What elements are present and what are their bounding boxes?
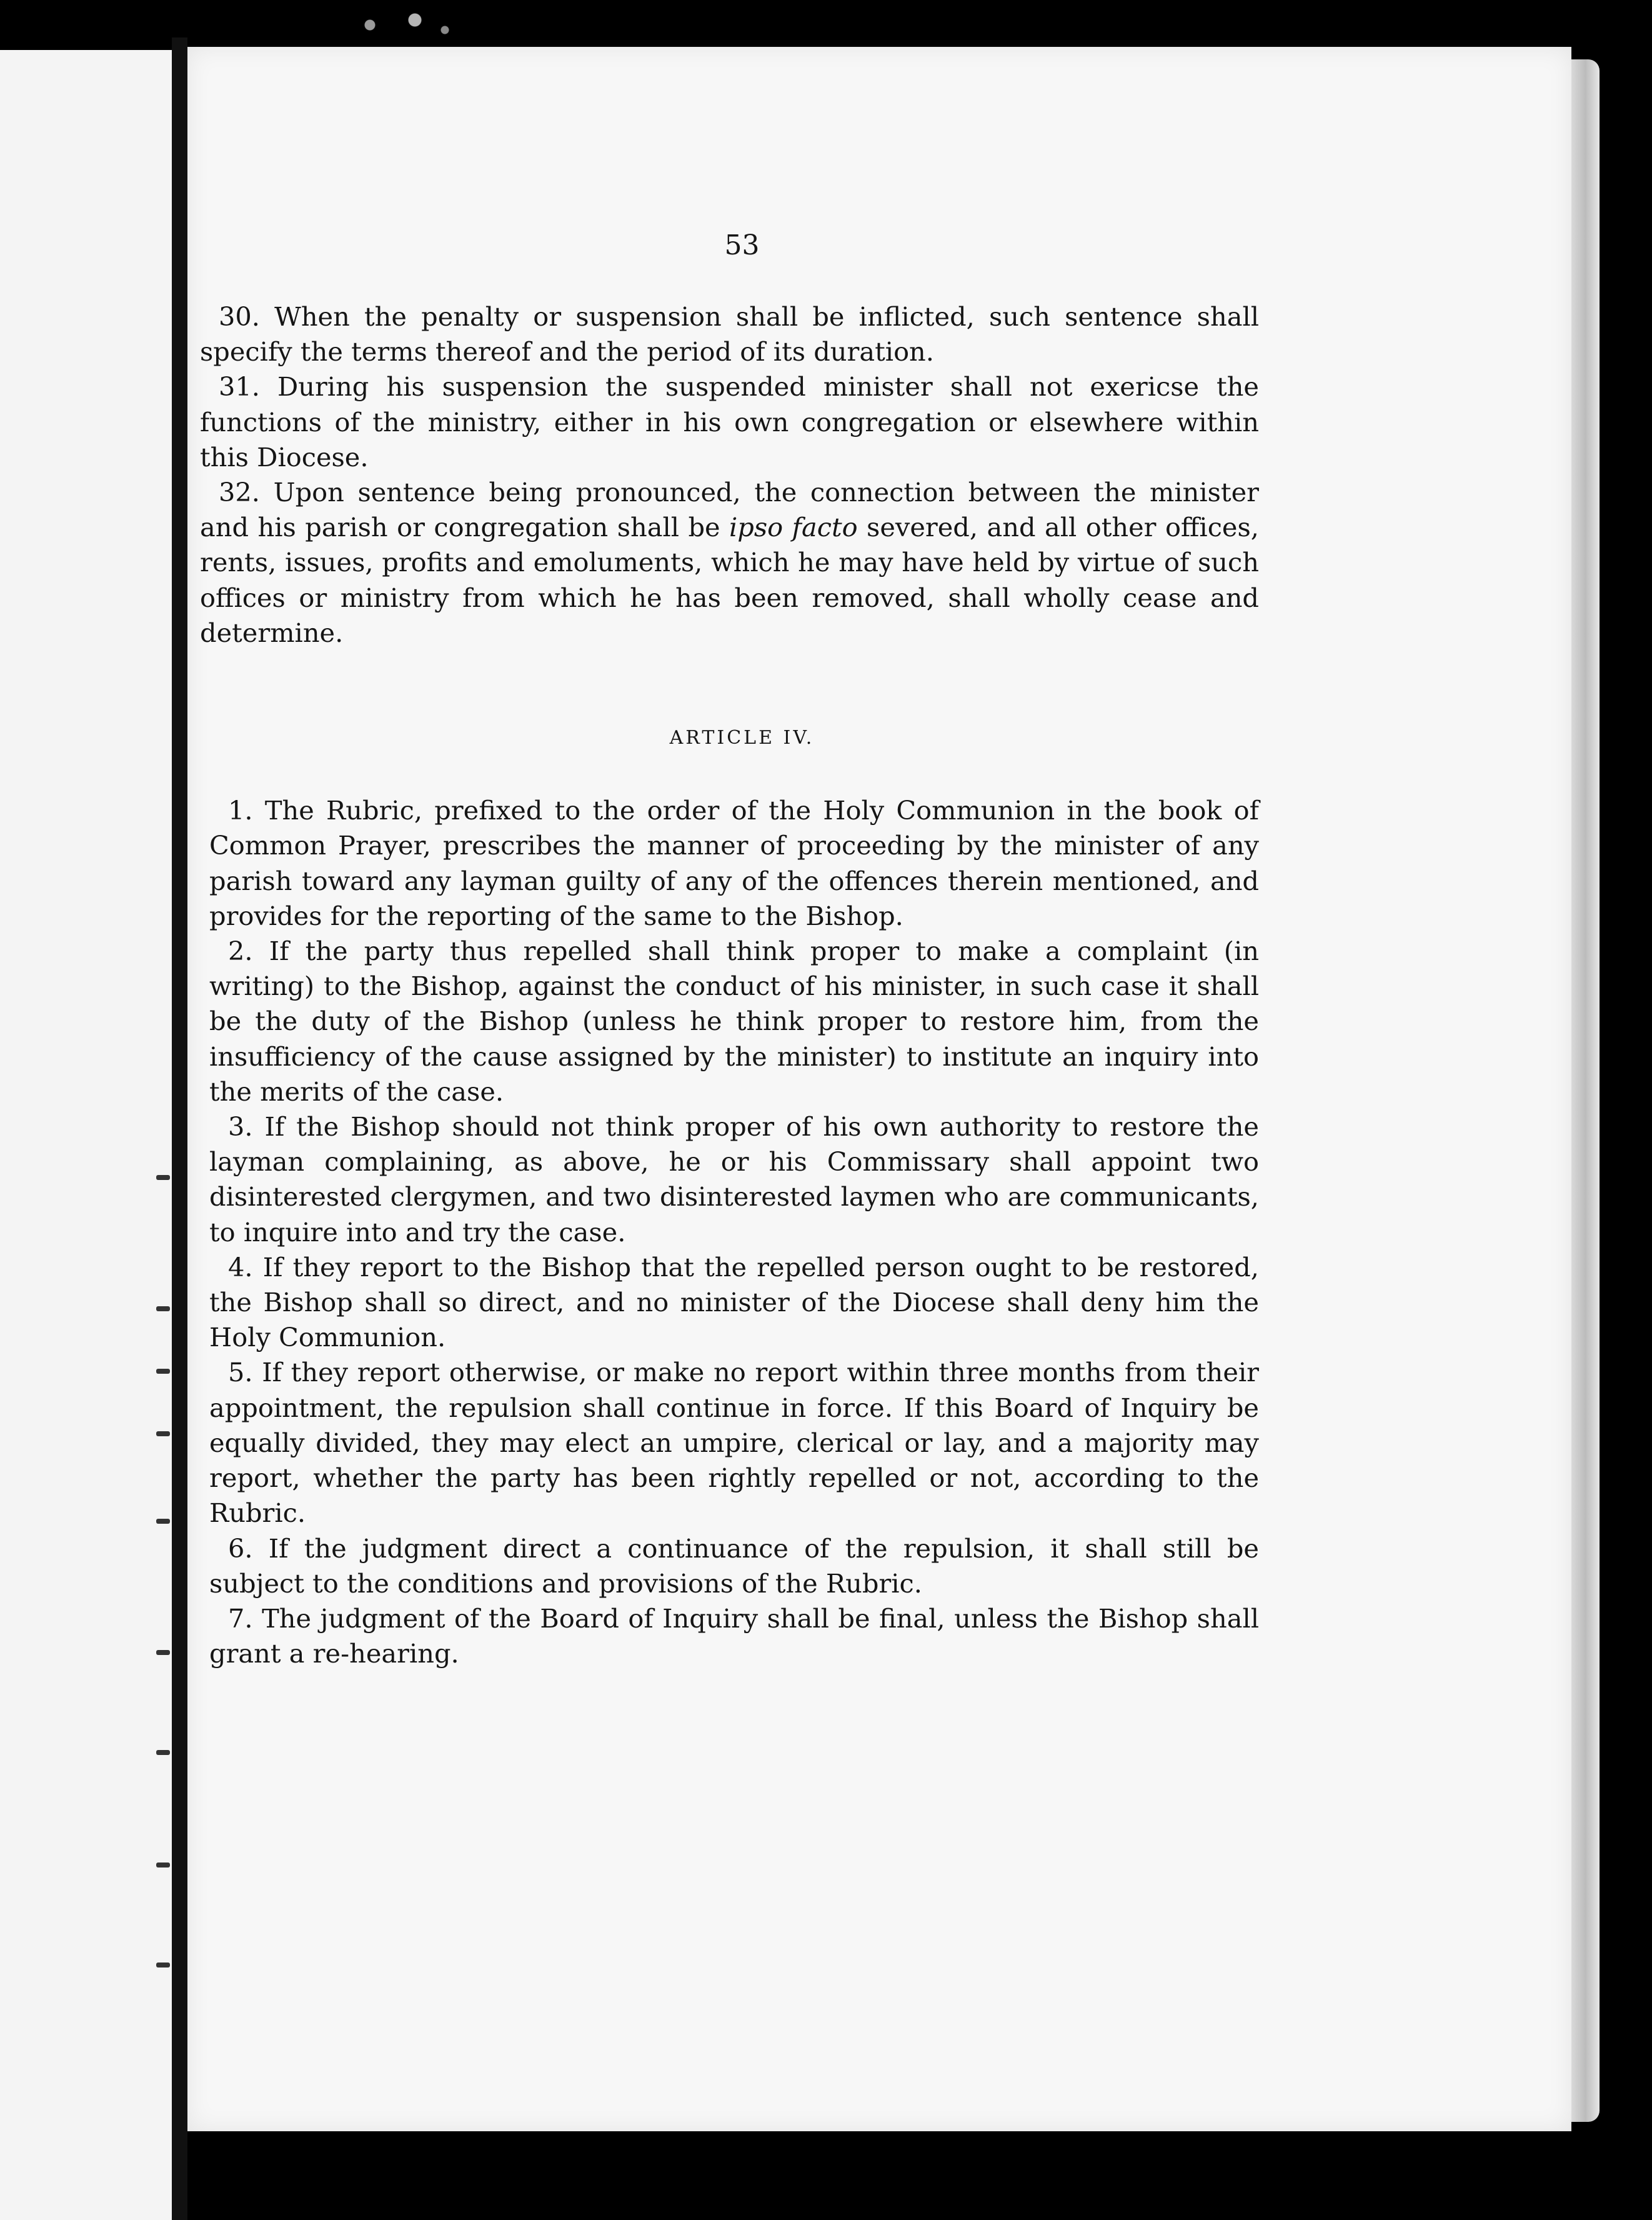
paragraph-text: When the penalty or suspension shall be inflicted, such sentence shall specify the terms thereof and the period of its duration.	[200, 301, 1259, 368]
paragraph-30	[200, 299, 1259, 369]
paragraph-number: 6.	[228, 1532, 253, 1564]
adjacent-page-mark	[156, 1175, 170, 1180]
paragraph-number: 7.	[228, 1602, 253, 1634]
adjacent-page-mark	[156, 1431, 170, 1436]
paragraph-text: The Rubric, prefixed to the order of the Holy Communion in the book of Common Prayer, prescribes the manner of proceeding by the minister of any parish toward any layman guilty of any of the offences therein mentioned, and provides for the reporting of the same to the Bishop.	[209, 795, 1259, 931]
paragraph-text: If they report otherwise, or make no report within three months from their appointment, the repulsion shall continue in force. If this Board of Inquiry be equally divided, they may elect an umpire, clerical or lay, and a majority may report, whether the party has been rightly repelled or not, according to the Rubric.	[209, 1357, 1259, 1529]
paragraph-text: During his suspension the suspended minister shall not exericse the functions of the ministry, either in his own congregation or elsewhere within this Diocese.	[200, 371, 1259, 472]
article-paragraph-1	[209, 793, 1259, 934]
article-paragraph-7	[209, 1601, 1259, 1671]
paragraph-number: 2.	[228, 936, 253, 967]
adjacent-page-mark	[156, 1306, 170, 1311]
scan-specks	[325, 0, 475, 50]
article-heading: ARTICLE IV.	[669, 727, 815, 749]
paragraph-text: If the party thus repelled shall think proper to make a complaint (in writing) to the Bishop, against the conduct of his minister, in such case it shall be the duty of the Bishop (unless he think proper to restore him, from the insufficiency of the cause assigned by the minister) to institute an inquiry into the merits of the case.	[209, 936, 1259, 1107]
paragraph-number: 3.	[228, 1111, 253, 1142]
page-text	[200, 228, 1259, 1671]
paragraph-number: 1.	[228, 795, 253, 826]
adjacent-page-mark	[156, 1650, 170, 1655]
adjacent-page-mark	[156, 1862, 170, 1868]
article-body	[200, 793, 1259, 1671]
paragraph-31	[200, 369, 1259, 475]
adjacent-page-mark	[156, 1369, 170, 1374]
page-number: 53	[724, 229, 760, 261]
adjacent-page-mark	[156, 1519, 170, 1524]
book-gutter	[172, 38, 187, 2220]
article-paragraph-4	[209, 1250, 1259, 1356]
paragraph-text: If the Bishop should not think proper of his own authority to restore the layman complaining, as above, he or his Commissary shall appoint two disinterested clergymen, and two disinterested laymen who are communicants, to inquire into and try the case.	[209, 1111, 1259, 1248]
paragraph-number: 5.	[228, 1357, 253, 1388]
paragraph-number: 32.	[219, 477, 260, 508]
paragraph-text: If the judgment direct a continuance of the repulsion, it shall still be subject to the conditions and provisions of the Rubric.	[209, 1532, 1259, 1599]
adjacent-page-mark	[156, 1750, 170, 1755]
paragraph-text: If they report to the Bishop that the repelled person ought to be restored, the Bishop shall so direct, and no minister of the Diocese shall deny him the Holy Communion.	[209, 1251, 1259, 1353]
italic-phrase: ipso facto	[729, 512, 858, 543]
page-edge	[1571, 59, 1600, 2122]
paragraph-32	[200, 475, 1259, 651]
paragraph-number: 30.	[219, 301, 260, 332]
article-paragraph-5	[209, 1355, 1259, 1531]
adjacent-page-mark	[156, 1962, 170, 1968]
paragraph-text: Upon sentence being pronounced, the connection between the minister and his parish or congregation shall be	[200, 477, 1259, 543]
article-paragraph-3	[209, 1109, 1259, 1250]
article-paragraph-6	[209, 1531, 1259, 1601]
paragraph-text: severed, and all other offices, rents, issues, profits and emoluments, which he may have held by virtue of such offices or ministry from which he has been removed, shall wholly cease and determine.	[200, 512, 1259, 648]
adjacent-page-strip	[0, 50, 172, 2220]
paragraph-number: 31.	[219, 371, 260, 402]
paragraph-number: 4.	[228, 1251, 253, 1282]
paragraph-text: The judgment of the Board of Inquiry shall be final, unless the Bishop shall grant a re-hearing.	[209, 1602, 1259, 1669]
article-paragraph-2	[209, 934, 1259, 1109]
